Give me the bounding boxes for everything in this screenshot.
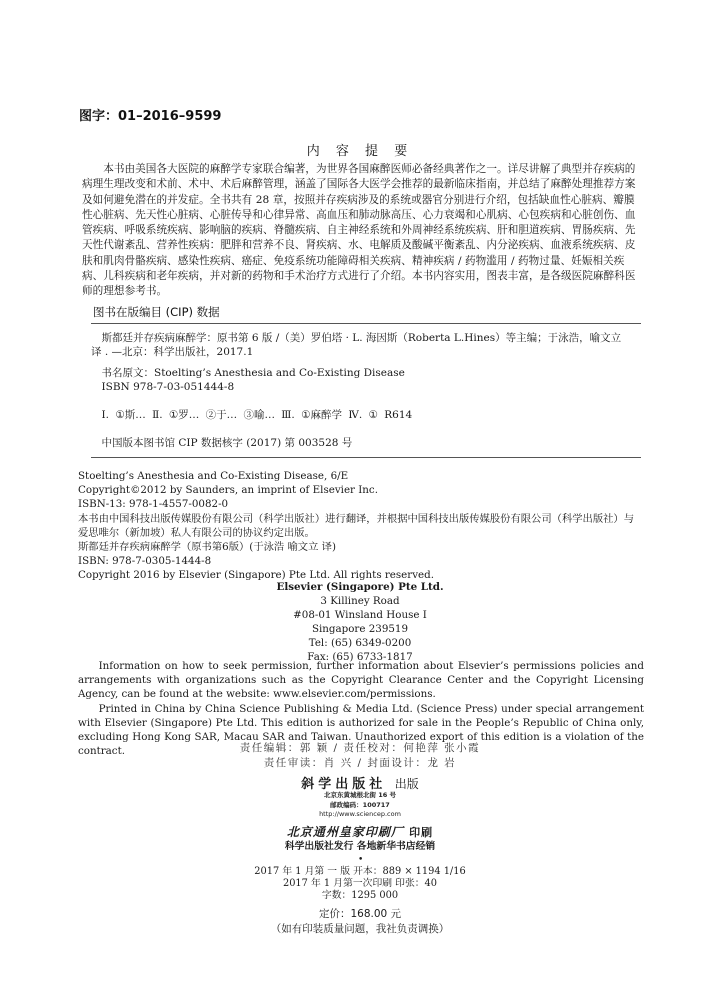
publisher-street: 北京东黄城根北街 16 号 (323, 791, 397, 799)
cn-isbn: ISBN: 978-7-0305-1444-8 (78, 555, 212, 568)
edition-line1: 2017 年 1 月第 一 版 开本：889 × 1194 1/16 (254, 866, 466, 877)
word-count: 字数：1295 000 (321, 890, 399, 902)
cn-translation-line2: 爱思唯尔（新加坡）私人有限公司的协议约定出版。 (78, 526, 315, 539)
summary-body (82, 162, 642, 300)
publisher-postcode: 邮政编码：100717 (330, 801, 390, 809)
summary-paragraph: 本书由美国各大医院的麻醉学专家联合编著，为世界各国麻醉医师必备经典著作之一。详尽讲解了典型并存疾病的病理生理改变和术前、术中、术后麻醉管理，涵盖了国际各大医学会推荐的最新临床指南，并总结了麻醉处理推荐方案及如何避免潜在的并发症。全书共有 28 章，按照并存疾病涉及的系统或器官分别进行介绍，包括缺血性心脏病、瓣膜性心脏病、先天性心脏病、心脏传导和心律异常、高血压和肺动脉高压、心力衰竭和心肌病、心包疾病和心脏创伤、血管疾病、呼吸系统疾病、影响脑的疾病、脊髓疾病、自主神经系统和外周神经系统疾病、肝和胆道疾病、胃肠疾病、先天性代谢紊乱、营养性疾病：肥胖和营养不良、肾疾病、水、电解质及酸碱平衡紊乱、内分泌疾病、血液系统疾病、皮肤和肌肉骨骼疾病、感染性疾病、癌症、免疫系统功能障碍相关疾病、精神疾病 / 药物滥用 / 药物过量、妊娠相关疾病、儿科疾病和老年疾病，并对新的药物和手术治疗方式进行了介绍。本书内容实用，图表丰富，是各级医院麻醉科医师的理想参考书。 (82, 163, 636, 298)
permissions-paragraph: Information on how to seek permission, further information about Elsevier’s permissions policies and arrangements with organizations such as the Copyright Clearance Center and the Copyright Licensing Agency, can be found at the website: www.elsevier.com/permissions. (78, 660, 644, 701)
address-company: Elsevier (Singapore) Pte Ltd. (276, 581, 444, 593)
cip-bottom-rule (91, 457, 641, 458)
publisher-suffix: 出版 (394, 777, 419, 791)
cip-isbn: ISBN 978-7-03-051444-8 (101, 381, 235, 393)
bullet-dot: • (358, 855, 364, 865)
editor-line2: 责任审读：肖 兴 / 封面设计：龙 岩 (263, 757, 457, 769)
cip-original-info (91, 366, 652, 394)
address-fax: Fax: (65) 6733-1817 (307, 651, 413, 664)
cip-main-line1: 斯都廷并存疾病麻醉学：原书第 6 版 /（美）罗伯塔 · L. 海因斯（Roberta L.Hines）等主编；于泳浩，喻文立 (101, 332, 622, 344)
cip-classification: Ⅰ. ①斯… Ⅱ. ①罗… ②于… ③喻… Ⅲ. ①麻醉学 Ⅳ. ① R614 (101, 409, 413, 421)
editor-line1: 责任编辑：郭 颖 / 责任校对：何艳萍 张小霞 (239, 742, 481, 754)
price: 定价：168.00 元 (318, 908, 402, 920)
cip-original-title: 书名原文：Stoelting’s Anesthesia and Co-Existing Disease (101, 367, 405, 379)
edition-line2: 2017 年 1 月第一次印刷 印张：40 (282, 878, 438, 890)
printer-name: 北京通州皇家印刷厂 (286, 825, 404, 839)
english-rights-block (78, 469, 648, 583)
cip-title: 图书在版编目 (CIP) 数据 (93, 305, 220, 319)
cip-main-line2: 译 . —北京：科学出版社，2017.1 (91, 346, 254, 358)
rights-line: Stoelting’s Anesthesia and Co-Existing Disease, 6/E (78, 470, 349, 482)
rights-line: ISBN-13: 978-1-4557-0082-0 (78, 498, 229, 511)
copyright-2016: Copyright 2016 by Elsevier (Singapore) Pte Ltd. All rights reserved. (78, 569, 434, 582)
cip-main-entry (91, 331, 641, 359)
cn-title-line: 斯都廷并存疾病麻醉学（原书第6版）(于泳浩 喻文立 译) (78, 541, 336, 554)
quality-notice: （如有印装质量问题，我社负责调换） (270, 923, 450, 935)
publisher-name-text: 斜学出版社 (301, 777, 387, 792)
editor-credits (0, 741, 720, 771)
edition-info (0, 866, 720, 903)
registration-number: 图字：01–2016–9599 (79, 109, 222, 124)
printer-suffix: 印刷 (409, 826, 434, 839)
summary-title: 内 容 提 要 (306, 144, 414, 159)
cip-top-rule (91, 323, 641, 324)
address-city: Singapore 239519 (311, 623, 409, 636)
publisher-address-block (0, 580, 720, 665)
cip-core-data: 中国版本图书馆 CIP 数据核字 (2017) 第 003528 号 (101, 437, 353, 449)
cn-translation-line1: 本书由中国科技出版传媒股份有限公司（科学出版社）进行翻译，并根据中国科技出版传媒股份有限公司（科学出版社）与 (78, 512, 635, 525)
address-building: #08-01 Winsland House I (293, 609, 427, 622)
publisher-website: http://www.sciencep.com (319, 810, 401, 818)
printed-in-china-paragraph: Printed in China by China Science Publishing & Media Ltd. (Science Press) under special arrangement with Elsevier (Singapore) Pte Ltd. This edition is authorized for sale in the People’s Republic of China only, excluding Hong Kong SAR, Macau SAR and Taiwan. Unauthorized export of this edition is a violation of the contract. (78, 702, 644, 758)
address-tel: Tel: (65) 6349-0200 (308, 637, 412, 650)
distribution-line: 科学出版社发行 各地新华书店经销 (284, 841, 436, 852)
address-street: 3 Killiney Road (320, 595, 400, 608)
rights-line: Copyright©2012 by Saunders, an imprint of Elsevier Inc. (78, 484, 378, 497)
